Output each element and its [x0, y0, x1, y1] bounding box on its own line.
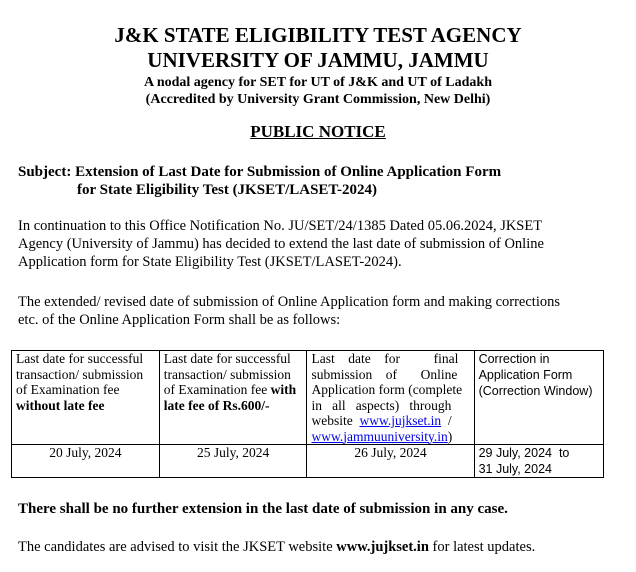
date-no-late-fee: 20 July, 2024 — [12, 445, 160, 478]
header-cell-final-submission — [307, 351, 474, 445]
subject-line-2: for State Eligibility Test (JKSET/LASET-2024) — [77, 182, 378, 198]
cell-text: / — [441, 413, 452, 428]
notice-title: PUBLIC NOTICE — [250, 122, 386, 141]
cell-text: website — [311, 413, 360, 428]
cell-text-bold: with — [267, 382, 297, 397]
paragraph-1-line-2: Agency (University of Jammu) has decided to extend the last date of submission of Online — [18, 236, 544, 252]
header-cell-late-fee — [159, 351, 307, 445]
cell-line: 29 July, 2024 to — [478, 446, 570, 460]
cell-line: late fee of Rs.600/- — [163, 397, 270, 413]
date-late-fee: 25 July, 2024 — [159, 445, 307, 478]
schedule-table — [11, 350, 604, 478]
cell-line: 31 July, 2024 — [478, 462, 552, 476]
cell-line — [311, 413, 469, 429]
table-date-row — [12, 445, 604, 478]
advice-prefix: The candidates are advised to visit the JKSET website — [18, 539, 337, 555]
cell-line: Last date for successful — [16, 351, 144, 366]
jujkset-link[interactable]: www.jujkset.in — [359, 413, 442, 428]
notice-heading — [0, 122, 636, 142]
date-correction-window — [474, 445, 603, 478]
agency-title: J&K STATE ELIGIBILITY TEST AGENCY — [114, 23, 522, 47]
cell-line: (Correction Window) — [478, 384, 593, 398]
website-text: www.jujkset.in — [336, 539, 429, 555]
cell-line: transaction/ submission — [16, 366, 144, 382]
jammu-university-link[interactable]: www.jammuuniversity.in — [311, 428, 448, 444]
paragraph-2-line-2: etc. of the Online Application Form shall be as follows: — [18, 312, 341, 328]
accreditation-line: (Accredited by University Grant Commission, New Delhi) — [145, 92, 491, 107]
cell-line: without late fee — [16, 397, 105, 413]
header-cell-no-late-fee — [12, 351, 160, 445]
nodal-agency-line: A nodal agency for SET for UT of J&K and UT of Ladakh — [143, 75, 492, 90]
advice-line — [18, 538, 535, 556]
cell-line: Last date for final — [311, 351, 459, 366]
advice-suffix: for latest updates. — [428, 539, 536, 555]
university-title: UNIVERSITY OF JAMMU, JAMMU — [147, 48, 489, 72]
cell-text: ) — [447, 428, 453, 444]
cell-line: Application Form — [478, 368, 573, 382]
table-header-row — [12, 351, 604, 445]
cell-line: Correction in — [478, 352, 550, 366]
header-cell-correction-window — [474, 351, 603, 445]
paragraph-1-line-3: Application form for State Eligibility Test (JKSET/LASET-2024). — [18, 254, 402, 270]
final-note: There shall be no further extension in the last date of submission in any case. — [18, 501, 508, 517]
cell-line: Application form (complete — [311, 382, 463, 397]
cell-line — [164, 382, 303, 398]
date-final-submission: 26 July, 2024 — [307, 445, 474, 478]
subject-line-1: Subject: Extension of Last Date for Submission of Online Application Form — [18, 164, 502, 180]
paragraph-1-line-1: In continuation to this Office Notification No. JU/SET/24/1385 Dated 05.06.2024, JKSET — [18, 218, 543, 234]
cell-line: in all aspects) through — [311, 397, 452, 413]
cell-text: of Examination fee — [163, 382, 268, 397]
cell-line: of Examination fee — [16, 382, 120, 397]
cell-line: transaction/ submission — [163, 366, 291, 382]
cell-line: submission of Online — [311, 366, 458, 382]
cell-line — [311, 429, 469, 445]
cell-line: Last date for successful — [163, 351, 291, 366]
paragraph-2-line-1: The extended/ revised date of submission of Online Application form and making corrections — [18, 294, 561, 310]
